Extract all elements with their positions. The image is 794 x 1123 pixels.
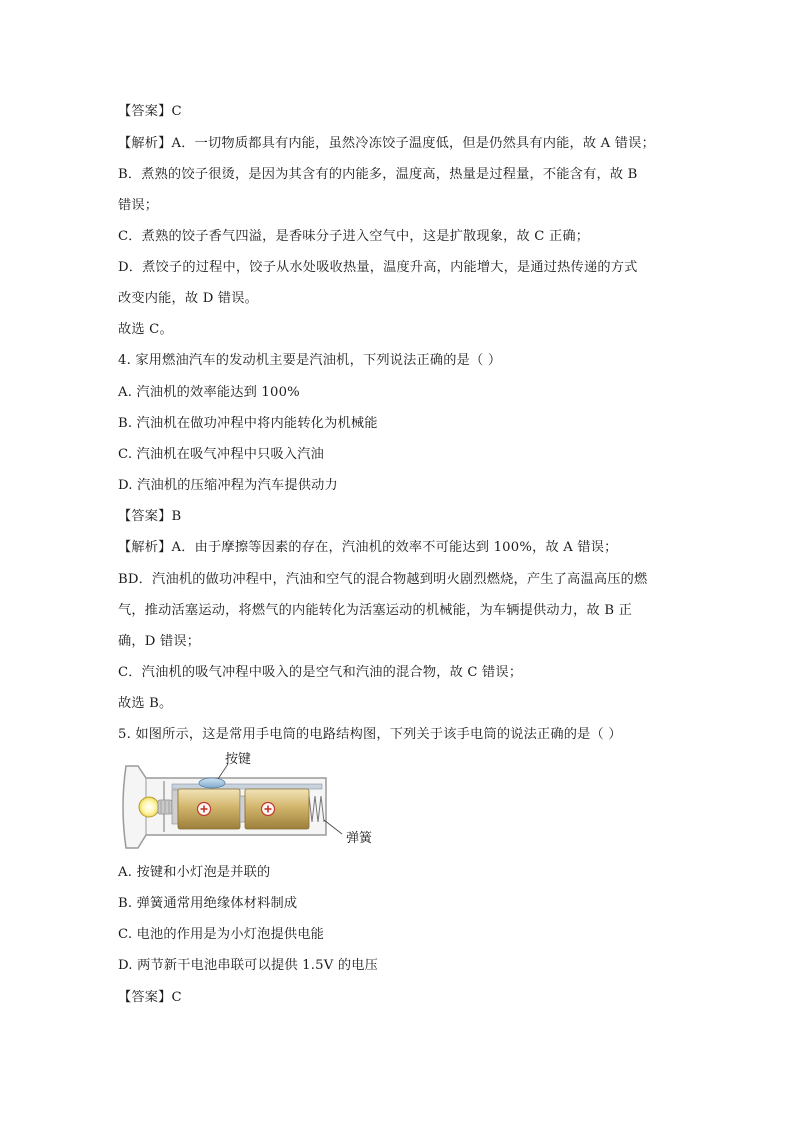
spring-label: 弹簧: [346, 831, 373, 846]
option-a: A. 汽油机的效率能达到 100%: [118, 385, 300, 400]
conclusion-line: 故选 B。: [118, 696, 173, 711]
battery-icon: [240, 789, 309, 829]
analysis-line: BD．汽油机的做功冲程中，汽油和空气的混合物越到明火剧烈燃烧，产生了高温高压的燃: [118, 572, 648, 587]
answer-line: 【答案】C: [118, 990, 182, 1005]
bulb-icon: [139, 797, 172, 817]
option-b: B. 弹簧通常用绝缘体材料制成: [118, 896, 298, 911]
question-stem: 4. 家用燃油汽车的发动机主要是汽油机，下列说法正确的是（ ）: [118, 353, 502, 368]
flashlight-diagram: [118, 752, 378, 852]
battery-icon: [172, 789, 240, 829]
analysis-line: C．汽油机的吸气冲程中吸入的是空气和汽油的混合物，故 C 错误；: [118, 665, 523, 680]
analysis-line: D．煮饺子的过程中，饺子从水处吸收热量，温度升高，内能增大，是通过热传递的方式: [118, 260, 638, 275]
option-b: B. 汽油机在做功冲程中将内能转化为机械能: [118, 416, 378, 431]
question-stem: 5. 如图所示，这是常用手电筒的电路结构图，下列关于该手电筒的说法正确的是（ ）: [118, 727, 622, 742]
analysis-line: C．煮熟的饺子香气四溢，是香味分子进入空气中，这是扩散现象，故 C 正确；: [118, 229, 590, 244]
option-c: C. 电池的作用是为小灯泡提供电能: [118, 927, 325, 942]
answer-line: 【答案】B: [118, 509, 182, 524]
option-d: D. 汽油机的压缩冲程为汽车提供动力: [118, 478, 338, 493]
answer-line: 【答案】C: [118, 104, 182, 119]
analysis-line: 错误；: [118, 198, 159, 213]
analysis-line: B．煮熟的饺子很烫，是因为其含有的内能多，温度高，热量是过程量，不能含有，故 B: [118, 167, 638, 182]
button-label: 按键: [225, 752, 252, 767]
conclusion-line: 故选 C。: [118, 322, 173, 337]
analysis-line: 确，D 错误；: [118, 634, 201, 649]
analysis-line: 气，推动活塞运动，将燃气的内能转化为活塞运动的机械能，为车辆提供动力，故 B 正: [118, 603, 633, 618]
flashlight-circuit-figure: [118, 752, 378, 852]
option-d: D. 两节新干电池串联可以提供 1.5V 的电压: [118, 958, 378, 973]
analysis-line: 改变内能，故 D 错误。: [118, 291, 259, 306]
analysis-line: 【解析】A．一切物质都具有内能，虽然冷冻饺子温度低，但是仍然具有内能，故 A 错误；: [118, 136, 655, 151]
option-a: A. 按键和小灯泡是并联的: [118, 865, 271, 880]
analysis-line: 【解析】A．由于摩擦等因素的存在，汽油机的效率不可能达到 100%，故 A 错误；: [118, 540, 618, 555]
contact-strip: [172, 784, 322, 789]
option-c: C. 汽油机在吸气冲程中只吸入汽油: [118, 447, 325, 462]
button-icon: [199, 764, 228, 788]
